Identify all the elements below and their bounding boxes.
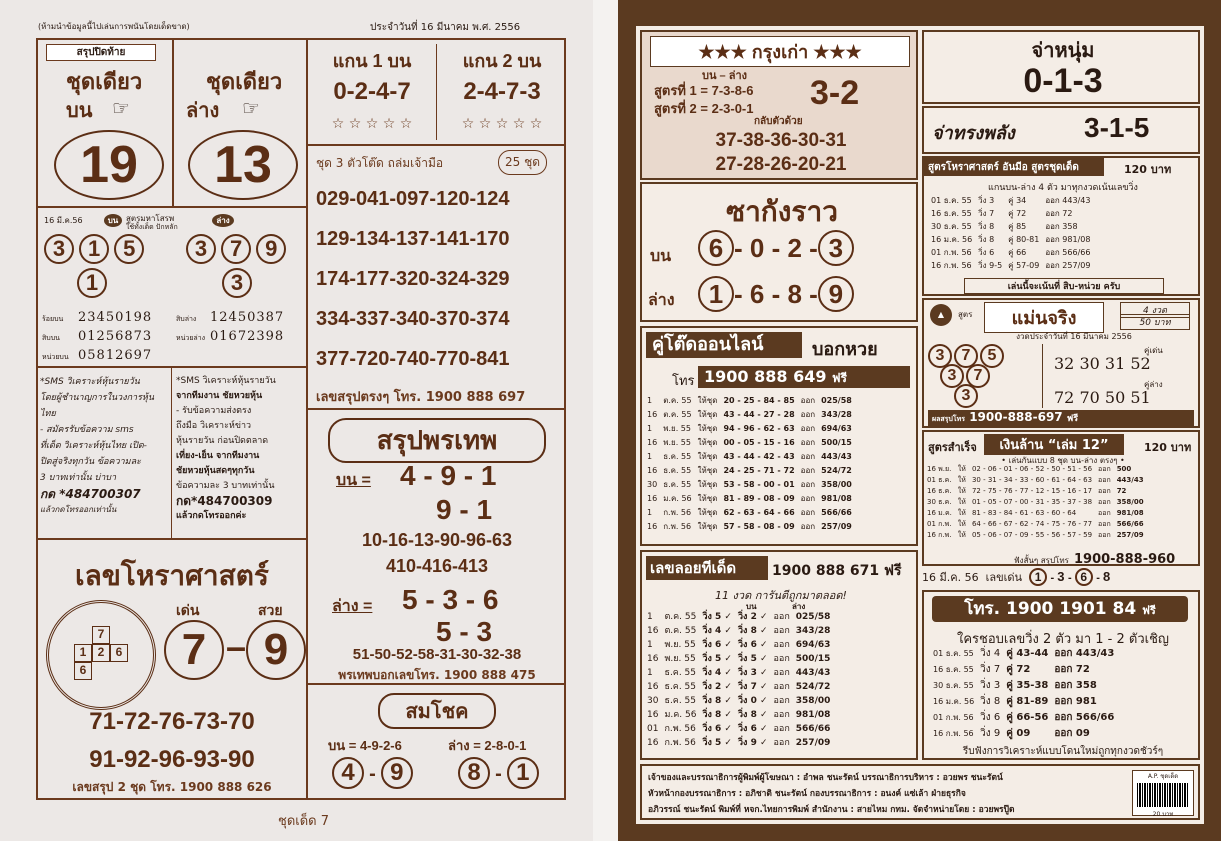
maen-badge1: 4 งวด [1120,302,1190,318]
mid-formula: สูตรมหาโสรพ [126,214,175,223]
maen-pair-top: 32 30 31 52 [1054,354,1151,373]
somchok-bottom-digits: 8 - 1 [458,757,539,789]
kutod-phone-bar: 1900 888 649 ฟรี [698,366,910,388]
axis-1-stars: ☆ ☆ ☆ ☆ ☆ [331,116,413,132]
top-word: บน [66,100,93,122]
prathep-top-label: บน = [336,472,371,489]
table-row: 16 ธ.ค. 55 ให้ชุด 24 - 25 - 71 - 72 ออก 524/72 [647,466,852,475]
somchok-bottom: ล่าง = 2-8-0-1 [448,738,527,753]
success-sub: • เล่นกันแบบ 8 ชุด บน-ล่าง ตรงๆ • [1001,456,1125,465]
table-row: 16 ก.พ. 56 ให้ชุด 57 - 58 - 08 - 09 ออก 257/09 [647,522,852,531]
success-table [924,464,1147,541]
krung-f2: สูตรที่ 2 = 2-3-0-1 [654,101,754,116]
prathep-box [308,410,566,685]
table-row: 01 ธ.ค. 55 วิ่ง 4 คู่ 43-44 ออก 443/43 [933,648,1115,659]
astro-phone: เลขสรุป 2 ชุด โทร. 1900 888 626 [72,780,272,794]
table-row: 16 ก.พ. 56 วิ่ง 9-5 คู่ 57-09 ออก 257/09 [931,261,1091,270]
top-note: (ห้ามนำข้อมูลนี้ไปเล่นการพนันโดยเด็ดขาด) [38,22,190,31]
astro-formula-title: สูตรโหราศาสตร์ อันมีอ สูตรชุดเด็ด [924,158,1104,176]
mid-top-badge: บน [104,214,122,227]
axis-1-label: แกน 1 บน [332,51,412,71]
mid-bottom-digits [186,234,286,264]
astro-formula-price: 120 บาท [1124,163,1172,176]
vote-note: รีบฟังการวิเคราะห์แบบโดนใหม่ถูกทุกงวดชัวร์ๆ [962,746,1164,757]
kutod-box [640,326,918,546]
vote-title: ใครชอบเลขวิ่ง 2 ตัว มา 1 - 2 ตัวเชิญ [957,632,1169,647]
table-row: 16 ก.พ. 56 วิ่ง 9 คู่ 09 ออก 09 [933,728,1090,739]
table-row: 01 ก.พ. 56 วิ่ง 6 คู่ 66 ออก 566/66 [931,248,1091,257]
right-page [618,0,1221,841]
pointing-hand-icon: ☞ [112,96,130,120]
maen-pair-top-label: คู่เด่น [1144,346,1163,355]
table-row: 1 ธ.ค. 55 วิ่ง 4 ✓ วิ่ง 3 ✓ ออก 443/43 [647,668,831,678]
axis-2-stars: ☆ ☆ ☆ ☆ ☆ [461,116,543,132]
kutod-title: คู่โต๊ดออนไลน์ [646,332,802,358]
maen-divider [1042,344,1043,408]
krung-result: 3-2 [810,74,860,112]
left-page [0,0,593,841]
single-top-label: ชุดเดียว [66,69,143,94]
table-row: 01 ก.พ. 56 วิ่ง 6 คู่ 66-56 ออก 566/66 [933,712,1115,723]
table-row: 16 ม.ค. 56 วิ่ง 8 คู่ 81-89 ออก 981 [933,696,1097,707]
barcode-icon [1137,783,1189,807]
table-row: 30 ธ.ค. 55 วิ่ง 8 คู่ 85 ออก 358 [931,222,1078,231]
sakang-top-label: บน [650,248,672,265]
table-row: 16 พ.ย. 55 ให้ชุด 00 - 05 - 15 - 16 ออก 500/15 [647,438,852,447]
loy-title: เลขลอยทีเด็ด [646,556,768,580]
maen-pair-bottom-label: คู่ล่าง [1144,380,1163,389]
chanum-box [922,30,1200,104]
astro-grid: 7 1 2 6 6 [74,626,130,682]
maen-date: งวดประจำวันที่ 16 มีนาคม 2556 [1016,332,1132,341]
vote-box [922,590,1200,760]
sms-right-code: กด*484700309 [176,494,273,508]
digit-circle: 9 [256,234,286,264]
digit-circle: 3 [186,234,216,264]
astro-row: 71-72-76-73-70 [89,708,255,735]
prathep-bottom: 5 - 3 - 6 [402,584,499,615]
prathep-phone: พรเทพบอกเลขโทร. 1900 888 475 [338,668,536,682]
mid-codes-left: ร้อยบน 23450198 สิบบน 01256873 หน่วยบน 05812697 [42,310,153,363]
krung-row: 37-38-36-30-31 [715,130,847,151]
maen-digits: 3 7 5 3 7 3 [928,344,1038,408]
sms-left-code: กด *484700307 [40,487,141,501]
digit-circle: 3 [44,234,74,264]
krung-f1: สูตรที่ 1 = 7-3-8-6 [654,83,754,98]
prathep-top2: 9 - 1 [436,494,493,525]
success-price: 120 บาท [1144,441,1192,454]
digit-circle: 1 [79,234,109,264]
axis-2-label: แกน 2 บน [462,51,542,71]
axis-1-value: 0-2-4-7 [333,78,411,105]
astro-title: เลขโหราศาสตร์ [75,560,269,591]
three-digit-row: 129-134-137-141-170 [316,228,510,250]
astro-lead: 7 [164,620,224,680]
page-gutter [593,0,618,841]
sakang-bottom-label: ล่าง [648,292,675,309]
single-bottom-label: ชุดเดียว [206,69,283,94]
loy-table [644,610,833,750]
vote-table [930,646,1117,742]
table-row: 16 ธ.ค. 55 วิ่ง 7 คู่ 72 ออก 72 [931,209,1073,218]
somchok-box [308,685,566,800]
table-row: 16 ม.ค. ให้ 81 - 83 - 84 - 61 - 63 - 60 - 64 ออก 981/08 [927,509,1144,517]
table-row: 1 ต.ค. 55 วิ่ง 5 ✓ วิ่ง 2 ✓ ออก 025/58 [647,612,831,622]
credits-box [640,764,1200,820]
axis-2-value: 2-4-7-3 [463,78,541,105]
three-digit-count: 25 ชุด [498,150,547,175]
table-row: 01 ธ.ค. ให้ 30 - 31 - 34 - 33 - 60 - 61 - 64 - 63 ออก 443/43 [927,476,1144,484]
three-digit-phone: เลขสรุปตรงๆ โทร. 1900 888 697 [316,390,526,405]
prathep-list: 51-50-52-58-31-30-32-38 [352,646,522,663]
three-digit-row: 377-720-740-770-841 [316,348,510,370]
table-row: 1 ธ.ค. 55 ให้ชุด 43 - 44 - 42 - 43 ออก 443/43 [647,452,852,461]
success-name: เงินล้าน “เล่ม 12” [984,434,1124,455]
axis-box [308,38,566,146]
table-row: 30 ธ.ค. 55 ให้ชุด 53 - 58 - 00 - 01 ออก 358/00 [647,480,852,489]
loy-phone: 1900 888 671 ฟรี [772,563,902,579]
krung-reverse: กลับตัวด้วย [754,116,803,127]
loy-banner: 11 งวด การันตีถูกมาตลอด! [715,589,847,602]
table-row: 30 ธ.ค. 55 วิ่ง 8 ✓ วิ่ง 0 ✓ ออก 358/00 [647,696,831,706]
table-row: 16 ม.ค. 56 วิ่ง 8 คู่ 80-81 ออก 981/08 [931,235,1091,244]
kutod-call: โทร [672,374,695,389]
table-row: 30 ธ.ค. ให้ 01 - 05 - 07 - 00 - 31 - 35 - 37 - 38 ออก 358/00 [927,498,1144,506]
bottom-word: ล่าง [186,100,220,122]
mid-date: 16 มี.ค.56 [44,216,83,225]
astro-formula-table [928,194,1093,272]
page-footer: ชุดเด็ด 7 [278,814,329,829]
krung-box [640,30,918,180]
three-digit-label: ชุด 3 ตัวโต๊ด ถล่มเจ้ามือ [316,156,444,170]
table-row: 1 ต.ค. 55 ให้ชุด 20 - 25 - 84 - 85 ออก 025/58 [647,396,852,405]
mid-formula-sub: ใช้ทั้งเด็ด ปักหลัก [126,223,178,231]
prathep-top: 4 - 9 - 1 [400,460,497,491]
astro-box [36,540,308,800]
mid-formula-box [36,208,308,368]
digit-circle: 7 [221,234,251,264]
mid-bottom-badge: ล่าง [212,214,234,227]
chasong-value: 3-1-5 [1084,112,1150,143]
axis-divider [436,44,437,140]
sakang-box [640,182,918,322]
somchok-top: บน = 4-9-2-6 [328,738,402,753]
table-row: 01 ก.พ. ให้ 64 - 66 - 67 - 62 - 74 - 75 - 76 - 77 ออก 566/66 [927,520,1144,528]
three-digit-row: 029-041-097-120-124 [316,188,510,210]
digit-circle: 1 [77,268,107,298]
chanum-title: จ่าหนุ่ม [1031,40,1095,62]
krung-sub: บน – ล่าง [702,70,748,82]
table-row: 1 ก.พ. 56 ให้ชุด 62 - 63 - 64 - 66 ออก 566/66 [647,508,852,517]
table-row: 01 ธ.ค. 55 วิ่ง 3 คู่ 34 ออก 443/43 [931,196,1091,205]
astro-formula-sub: แกนบน-ล่าง 4 ตัว มาทุกงวดเน้นเลขวิ่ง [988,183,1138,193]
three-digit-row: 174-177-320-324-329 [316,268,510,290]
success-phone-row: ฟังสั้นๆ สรุปโทร 1900-888-960 [1014,552,1176,567]
loy-col-bottom: ล่าง [792,602,806,611]
sms-left: *SMS วิเคราะห์หุ้นรายวัน โดยผู้ชำนาญการในวงการหุ้นไทย - สมัครรับข้อความ sms ที่เด็ด วิเคราะห์หุ้นไทย เปิด- ปิดสู่จริงทุกวัน ข้อความละ 3 บาทเท่านั้น บ่าบา กด *484700307 แล้วกดโทรออกเท่านั้น [36,368,172,540]
call-banner: โทร. 1900 1901 84 ฟรี [932,596,1188,622]
maen-pair-bottom: 72 70 50 51 [1054,388,1151,407]
summary-box [36,38,308,208]
prathep-three: 10-16-13-90-96-63 [361,530,513,550]
maen-phone-bar: ผลสรุปโทร 1900-888-697 ฟรี [928,410,1194,426]
table-row: 16 ก.พ. 56 วิ่ง 5 ✓ วิ่ง 9 ✓ ออก 257/09 [647,738,831,748]
success-box [922,430,1200,566]
krung-row: 27-28-26-20-21 [715,154,847,175]
mid-codes-right: สิบล่าง 12450387 หน่วยล่าง 01672398 [176,310,285,344]
barcode: A.P. ชุดเด็ด 20 บาท [1132,770,1194,816]
three-digit-row: 334-337-340-370-374 [316,308,510,330]
sakang-title: ซากังราว [726,196,838,227]
table-row: 16 ก.พ. ให้ 05 - 06 - 07 - 09 - 55 - 56 - 57 - 59 ออก 257/09 [927,531,1144,539]
sms-right: *SMS วิเคราะห์หุ้นรายวัน จากทีมงาน ชัยหวยหุ้น - รับข้อความส่งตรง ถึงมือ วิเคราะห์ข่าว หุ้นรายวัน ก่อนปิดตลาด เที่ยง-เย็น จากทีมงาน ชัยหวยหุ้นสดๆทุกวัน ข้อความละ 3 บาทเท่านั้น กด*484700309 แล้วกดโทรออกค่ะ [172,368,308,540]
table-row: 16 ม.ค. 56 ให้ชุด 81 - 89 - 08 - 09 ออก 981/08 [647,494,852,503]
prathep-bottom2: 5 - 3 [436,616,493,647]
krung-title: ★★★ กรุงเก่า ★★★ [650,36,910,67]
table-row: 16 ต.ค. 55 ให้ชุด 43 - 44 - 27 - 28 ออก 343/28 [647,410,852,419]
digit-circle: 5 [114,234,144,264]
somchok-title: สมโชค [378,693,496,729]
table-row: 16 ธ.ค. 55 วิ่ง 7 คู่ 72 ออก 72 [933,664,1090,675]
credits-text: เจ้าของและบรรณาธิการผู้พิมพ์ผู้โฆษณา : อำพล ชนะรัตน์ บรรณาธิการบริหาร : อวยพร ชนะรัตน์ หัวหน้ากองบรรณาธิการ : อภิชาติ ชนะรัตน์ กองบรรณาธิการ : อนงค์ แซ่เล้า ฝ่ายธุรกิจ อภิวรรณ์ ชนะรัตน์ พิมพ์ที่ หจก.ไทยการพิมพ์ สำนักงาน : สายไหม กทม. จัดจำหน่ายโดย : อวยพรปู๊ด [648,773,1015,815]
table-row: 01 ก.พ. 56 วิ่ง 6 ✓ วิ่ง 6 ✓ ออก 566/66 [647,724,831,734]
loy-box [640,550,918,760]
table-row: 16 ธ.ค. ให้ 72 - 75 - 76 - 77 - 12 - 15 - 16 - 17 ออก 72 [927,487,1127,495]
date-line: ประจำวันที่ 16 มีนาคม พ.ศ. 2556 [370,22,521,33]
maen-badge2: 50 บาท [1120,314,1190,330]
maen-box [922,298,1200,428]
astro-beauty: 9 [246,620,306,680]
pointing-hand-icon: ☞ [242,96,260,120]
summary-divider [172,38,174,206]
astro-formula-box [922,156,1200,296]
top-number: 19 [54,130,164,200]
three-digit-box [308,146,566,410]
maen-logo: ▲ [930,304,952,326]
astro-beauty-label: สวย [258,602,283,618]
table-row: 16 ธ.ค. 55 วิ่ง 2 ✓ วิ่ง 7 ✓ ออก 524/72 [647,682,831,692]
kutod-sub: บอกหวย [812,339,878,359]
sakang-bottom: 1 - 6 - 8 - 9 [698,276,854,312]
prathep-title: สรุปพรเทพ [328,418,546,463]
chanum-value: 0-1-3 [1023,62,1103,100]
bottom-number: 13 [188,130,298,200]
astro-formula-note: เล่นนี้จะเน้นที่ สิบ-หน่วย ครับ [964,278,1164,294]
maen-title: แม่นจริง [984,302,1104,333]
table-row: 30 ธ.ค. 55 วิ่ง 3 คู่ 35-38 ออก 358 [933,680,1097,691]
sakang-top: 6 - 0 - 2 - 3 [698,230,854,266]
chasong-box [922,106,1200,154]
table-row: 16 พ.ย. ให้ 02 - 06 - 01 - 06 - 52 - 50 - 51 - 56 ออก 500 [927,465,1132,473]
lead-row: 16 มี.ค. 56 เลขเด่น 1 - 3 - 6 - 8 [922,569,1111,584]
success-title: สูตรสำเร็จ [928,441,977,454]
maen-brand: สูตร [958,310,973,319]
table-row: 16 ม.ค. 56 วิ่ง 8 ✓ วิ่ง 8 ✓ ออก 981/08 [647,710,831,720]
loy-col-top: บน [746,602,757,611]
kutod-table [644,394,855,534]
table-row: 1 พ.ย. 55 ให้ชุด 94 - 96 - 62 - 63 ออก 694/63 [647,424,852,433]
digit-circle: 3 [222,268,252,298]
mid-top-digits [44,234,144,264]
prathep-bottom-label: ล่าง = [332,598,373,615]
summary-title: สรุปปิดท้าย [46,44,156,61]
somchok-top-digits: 4 - 9 [332,757,413,789]
table-row: 16 ต.ค. 55 วิ่ง 4 ✓ วิ่ง 8 ✓ ออก 343/28 [647,626,831,636]
astro-row: 91-92-96-93-90 [89,746,255,773]
dash: – [226,626,247,667]
chasong-title: จ่าทรงพลัง [932,123,1015,143]
table-row: 1 พ.ย. 55 วิ่ง 6 ✓ วิ่ง 6 ✓ ออก 694/63 [647,640,831,650]
prathep-three2: 410-416-413 [385,556,489,576]
astro-lead-label: เด่น [176,602,200,618]
table-row: 16 พ.ย. 55 วิ่ง 5 ✓ วิ่ง 5 ✓ ออก 500/15 [647,654,831,664]
